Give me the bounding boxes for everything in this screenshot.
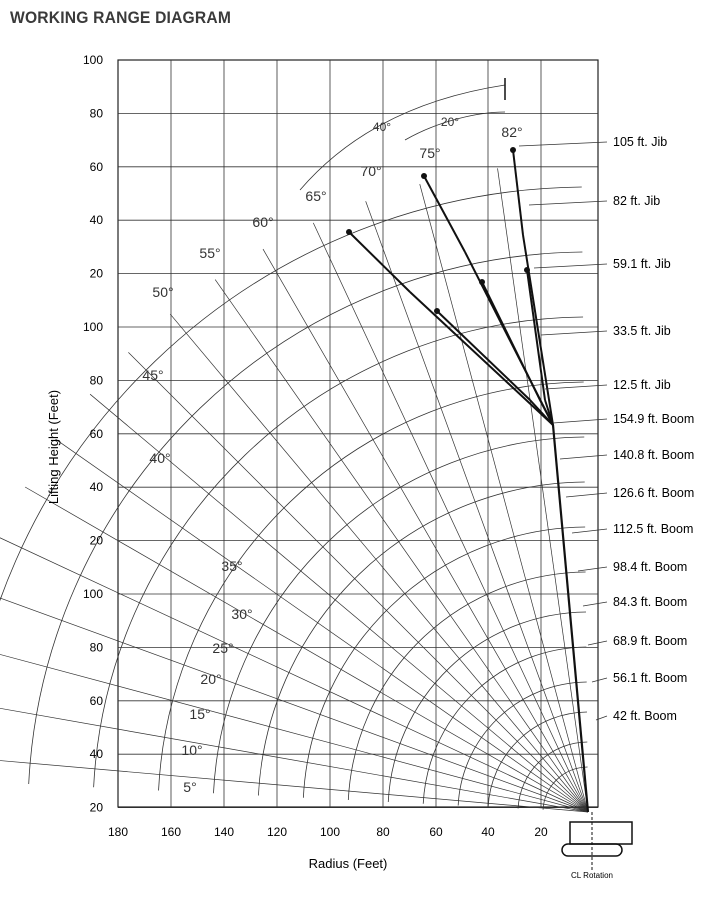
- jib-tip: [524, 267, 530, 273]
- angle-label: 82°: [501, 124, 523, 140]
- boom-label: 82 ft. Jib: [613, 194, 661, 208]
- boom-leader: [519, 142, 607, 146]
- boom-leader: [572, 529, 607, 533]
- boom-label: 112.5 ft. Boom: [613, 522, 694, 536]
- radius-arc: [29, 252, 583, 784]
- jib-section: [437, 311, 530, 400]
- angle-label: 45°: [142, 367, 164, 383]
- y-tick-label: 20: [89, 533, 103, 548]
- x-tick-label: 40: [481, 825, 495, 839]
- boom-label: 12.5 ft. Jib: [613, 378, 671, 392]
- jib-tip: [421, 173, 427, 179]
- jib-offset-label: 40°: [372, 120, 392, 134]
- x-tick-label: 120: [266, 825, 288, 839]
- boom-leader: [578, 567, 607, 571]
- x-tick-label: 20: [534, 825, 548, 839]
- jib-section: [424, 176, 465, 252]
- x-tick-label: 60: [429, 825, 443, 839]
- crane-body: [570, 822, 632, 844]
- radius-arc: [213, 437, 584, 793]
- angle-label: 30°: [231, 606, 253, 622]
- jib-section: [349, 232, 410, 292]
- boom-leader: [560, 455, 607, 459]
- angle-label: 15°: [189, 706, 211, 722]
- angle-label: 70°: [360, 163, 382, 179]
- boom-label: 33.5 ft. Jib: [613, 324, 671, 338]
- x-tick-label: 180: [107, 825, 129, 839]
- jib-base: [410, 292, 553, 425]
- jib-offset-label: 20°: [440, 115, 460, 129]
- x-tick-label: 100: [319, 825, 341, 839]
- boom-leader: [534, 264, 607, 268]
- y-tick-label: 80: [89, 640, 103, 655]
- angle-label: 20°: [200, 671, 222, 687]
- jib-tip: [510, 147, 516, 153]
- angle-ray: [0, 755, 588, 812]
- y-tick-label: 60: [89, 159, 103, 174]
- y-tick-label: 60: [89, 693, 103, 708]
- jib-tip: [346, 229, 352, 235]
- angle-rays: [0, 168, 588, 812]
- boom-label: 126.6 ft. Boom: [613, 486, 695, 500]
- angle-label: 75°: [419, 145, 441, 161]
- y-tick-label: 40: [89, 480, 103, 495]
- radius-arc: [94, 317, 583, 787]
- x-tick-label: 80: [376, 825, 390, 839]
- angle-label: 55°: [199, 245, 221, 261]
- angle-label: 35°: [221, 558, 243, 574]
- angle-label: 10°: [181, 742, 203, 758]
- y-tick-label: 80: [89, 373, 103, 388]
- jib-tip: [479, 279, 485, 285]
- angle-label: 50°: [152, 284, 174, 300]
- y-tick-label: 20: [89, 800, 103, 815]
- y-tick-label: 40: [89, 747, 103, 762]
- cl-rotation-label: CL Rotation: [571, 871, 613, 880]
- boom-label: 98.4 ft. Boom: [613, 560, 688, 574]
- angle-label: 40°: [149, 450, 171, 466]
- boom-label: 154.9 ft. Boom: [613, 412, 695, 426]
- boom-leader: [592, 678, 607, 682]
- angle-ray: [25, 487, 588, 812]
- angle-label: 60°: [252, 214, 274, 230]
- angle-label: 5°: [183, 779, 197, 795]
- y-tick-label: 100: [82, 587, 103, 601]
- x-axis-label: Radius (Feet): [308, 856, 388, 871]
- radius-arc: [303, 527, 585, 798]
- radius-arc: [388, 612, 586, 802]
- y-tick-label: 40: [89, 213, 103, 228]
- y-tick-label: 100: [82, 53, 103, 67]
- boom-label: 56.1 ft. Boom: [613, 671, 688, 685]
- angle-ray: [0, 644, 588, 812]
- boom-label: 140.8 ft. Boom: [613, 448, 695, 462]
- boom-leader: [566, 493, 607, 497]
- page-title: WORKING RANGE DIAGRAM: [10, 8, 232, 27]
- jib-envelope: [300, 85, 505, 190]
- angle-ray: [420, 184, 588, 812]
- y-tick-label: 100: [82, 320, 103, 334]
- jib-section: [513, 150, 523, 235]
- x-tick-label: 160: [160, 825, 182, 839]
- boom-label: 59.1 ft. Jib: [613, 257, 671, 271]
- boom-leader: [583, 602, 607, 606]
- boom-label: 105 ft. Jib: [613, 135, 668, 149]
- x-tick-label: 140: [213, 825, 235, 839]
- radius-arc: [348, 572, 585, 800]
- radius-arc: [0, 187, 582, 781]
- boom-leader: [541, 331, 607, 335]
- boom-label: 68.9 ft. Boom: [613, 634, 688, 648]
- y-tick-label: 80: [89, 106, 103, 121]
- angle-label: 65°: [305, 188, 327, 204]
- boom-label: 84.3 ft. Boom: [613, 595, 688, 609]
- y-tick-label: 60: [89, 426, 103, 441]
- angle-ray: [366, 201, 588, 812]
- boom-leader: [553, 419, 607, 423]
- y-axis-label: Lifting Height (Feet): [46, 389, 61, 505]
- grid: [118, 60, 598, 808]
- radius-arc: [423, 647, 586, 804]
- angle-label: 25°: [212, 640, 234, 656]
- boom-lines: [346, 78, 632, 870]
- y-tick-label: 20: [89, 266, 103, 281]
- labels: [83, 53, 694, 839]
- jib-tip: [434, 308, 440, 314]
- boom-label: 42 ft. Boom: [613, 709, 677, 723]
